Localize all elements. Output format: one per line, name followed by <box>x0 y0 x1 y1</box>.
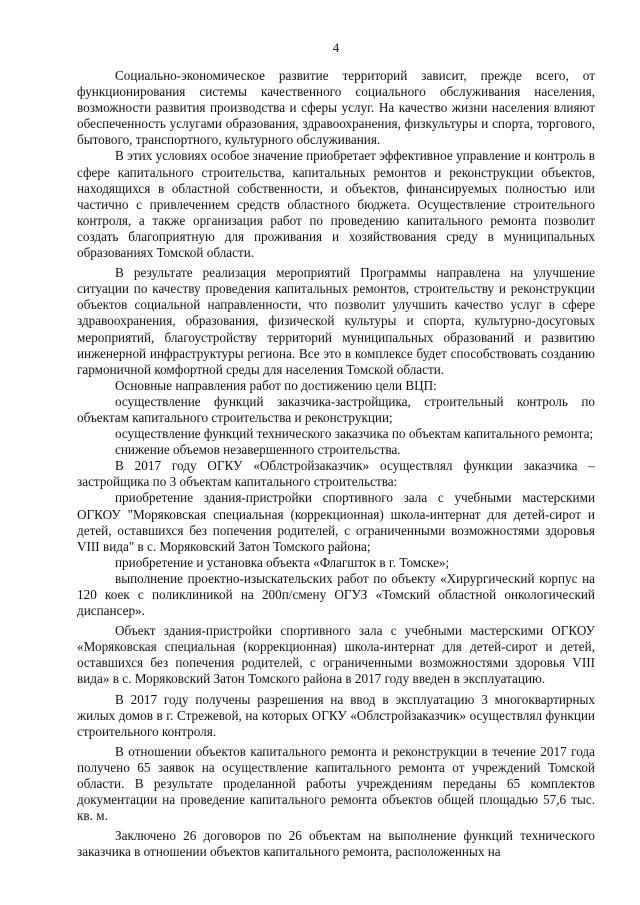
paragraph: Основные направления работ по достижению цели ВЦП: <box>115 377 437 393</box>
page-number: 4 <box>332 40 340 55</box>
paragraph: осуществление функций технического заказчика по объектам капитального ремонта; <box>115 426 594 442</box>
paragraph: В 2017 году ОГКУ «Облстройзаказчик» осуществлял функции заказчика – застройщика по 3 объектам капитального строительства: <box>77 458 595 490</box>
paragraph: приобретение и установка объекта «Флагшток в г. Томске»; <box>115 554 450 570</box>
paragraph: Заключено 26 договоров по 26 объектам на выполнение функций технического заказчика в отношении объектов капитального ремонта, расположенных на <box>77 828 595 860</box>
paragraph: В этих условиях особое значение приобретает эффективное управление и контроль в сфере капитального строительства, капитальных ремонтов и реконструкции объектов, находящихся в областной собственности, и объектов, финансируемых полностью или частично с привлечением средств областного бюджета. Осуществление строительного контроля, а также организация работ по проведению капитального ремонта позволит создать благоприятную для проживания и хозяйствования среду в муниципальных образованиях Томской области. <box>77 148 595 261</box>
paragraph: В 2017 году получены разрешения на ввод в эксплуатацию 3 многоквартирных жилых домов в г. Стрежевой, на которых ОГКУ «Облстройзаказчик» осуществлял функции строительного контроля. <box>77 691 595 739</box>
paragraph: осуществление функций заказчика-застройщика, строительный контроль по объектам капитального строительства и реконструкции; <box>77 393 595 425</box>
document-body <box>77 68 595 861</box>
paragraph: В результате реализация мероприятий Программы направлена на улучшение ситуации по качеству проведения капитальных ремонтов, строительству и реконструкции объектов социальной направленности, что позволит улучшить качество услуг в сфере здравоохранения, образования, физической культуры и спорта, культурно-досуговых мероприятий, благоустройству территорий муниципальных образований и развитию инженерной инфраструктуры региона. Все это в комплексе будет способствовать созданию гармоничной комфортной среды для населения Томской области. <box>77 265 595 377</box>
paragraph: приобретение здания-пристройки спортивного зала с учебными мастерскими ОГКОУ "Моряковская специальная (коррекционная) школа-интернат для детей-сирот и детей, оставшихся без попечения родителей, с ограниченными возможностями здоровья VIII вида" в с. Моряковский Затон Томского района; <box>77 490 595 554</box>
paragraph: Объект здания-пристройки спортивного зала с учебными мастерскими ОГКОУ «Моряковская специальная (коррекционная) школа-интернат для детей-сирот и детей, оставшихся без попечения родителей, с ограниченными возможностями здоровья VIII вида» в с. Моряковский Затон Томского района в 2017 году введен в эксплуатацию. <box>77 623 595 687</box>
paragraph: Социально-экономическое развитие территорий зависит, прежде всего, от функционирования системы качественного социального обслуживания населения, возможности развития производства и сферы услуг. На качество жизни населения влияют обеспеченность услугами образования, здравоохранения, физкультуры и спорта, торгового, бытового, транспортного, культурного обслуживания. <box>77 68 595 148</box>
paragraph: выполнение проектно-изыскательских работ по объекту «Хирургический корпус на 120 коек с поликлиникой на 200п/смену ОГУЗ «Томский областной онкологический диспансер». <box>77 570 595 619</box>
paragraph: В отношении объектов капитального ремонта и реконструкции в течение 2017 года получено 65 заявок на осуществление капитального ремонта от учреждений Томской области. В результате проделанной работы учреждениям переданы 65 комплектов документации на проведение капитального ремонта объектов общей площадью 57,6 тыс. кв. м. <box>77 743 595 824</box>
paragraph: снижение объемов незавершенного строительства. <box>115 442 401 458</box>
